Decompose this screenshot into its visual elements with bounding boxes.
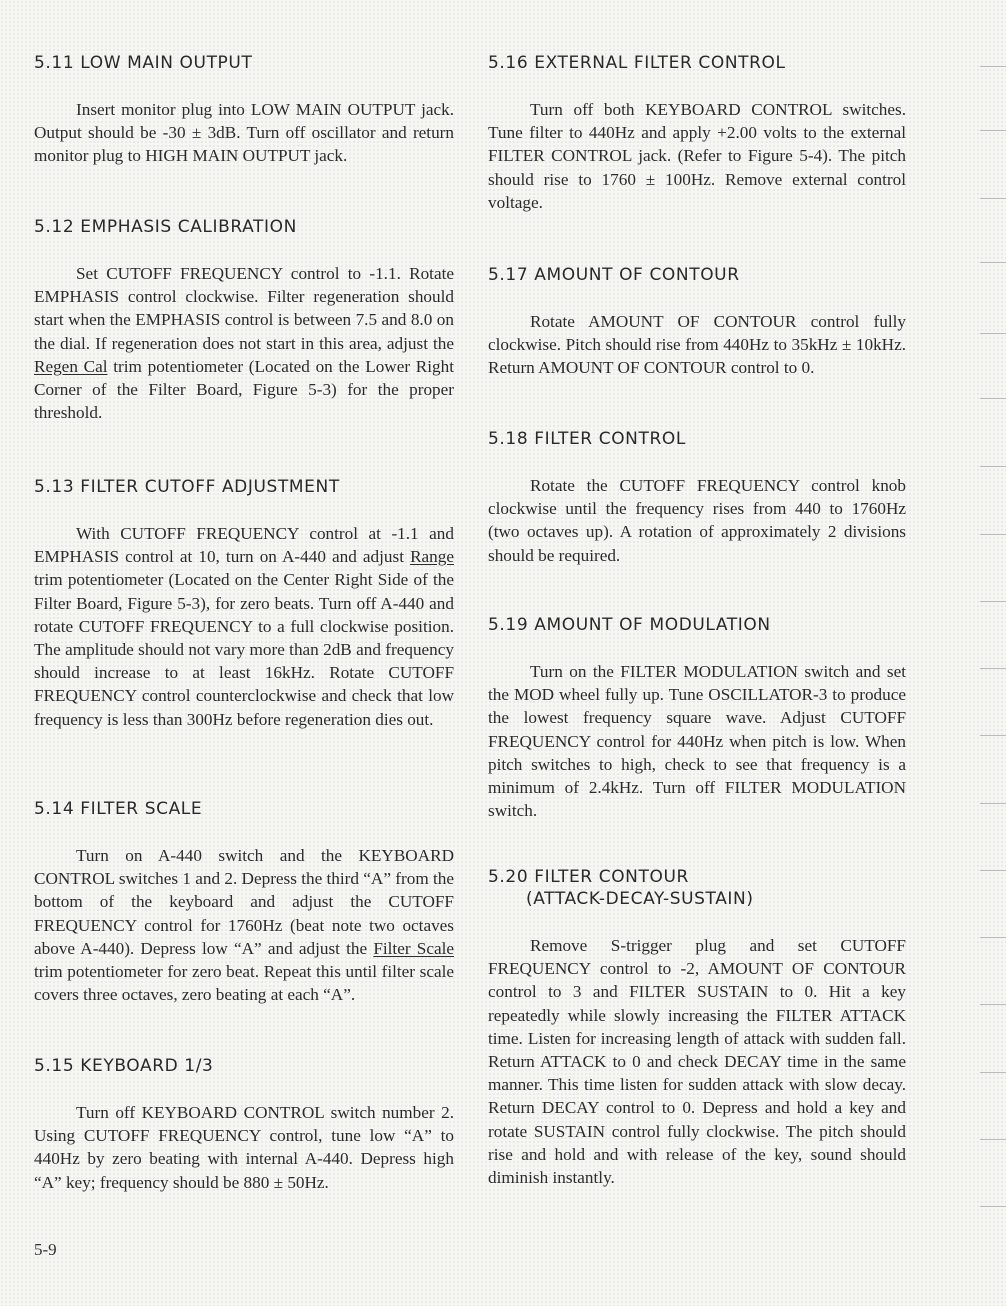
section-body: Rotate the CUTOFF FREQUENCY control knob clockwise until the frequency rises from 440 to 1760Hz (two octaves up). A rotation of approximately 2 divisions should be required. [488, 476, 906, 565]
section-5-11 [34, 52, 454, 168]
section-heading: 5.13 FILTER CUTOFF ADJUSTMENT [34, 477, 340, 497]
section-body: Turn on the FILTER MODULATION switch and set the MOD wheel fully up. Tune OSCILLATOR-3 to produce the lowest frequency square wave. Adjust CUTOFF FREQUENCY control for 440Hz when pitch is low. When pitch switches to high, check to see that frequency is a minimum of 2.4kHz. Turn off FILTER MODULATION switch. [488, 662, 906, 821]
section-heading: 5.17 AMOUNT OF CONTOUR [488, 265, 740, 285]
section-body: With CUTOFF FREQUENCY control at -1.1 and EMPHASIS control at 10, turn on A-440 and adjust Range trim potentiometer (Located on the Center Right Side of the Filter Board, Figure 5-3), for zero beats. Turn off A-440 and rotate CUTOFF FREQUENCY to a full clockwise position. The amplitude should not vary more than 2dB and frequency should increase to at least 16kHz. Rotate CUTOFF FREQUENCY control counterclockwise and check that low frequency is less than 300Hz before regeneration dies out. [34, 524, 454, 729]
scan-mark [980, 735, 1006, 736]
section-heading: 5.16 EXTERNAL FILTER CONTROL [488, 53, 786, 73]
scan-mark [980, 466, 1006, 467]
section-5-14 [34, 798, 454, 1006]
section-5-13 [34, 476, 454, 731]
scan-mark [980, 130, 1006, 131]
section-body: Insert monitor plug into LOW MAIN OUTPUT jack. Output should be -30 ± 3dB. Turn off oscillator and return monitor plug to HIGH MAIN OUTPUT jack. [34, 100, 454, 166]
section-heading: 5.11 LOW MAIN OUTPUT [34, 53, 253, 73]
section-heading: 5.18 FILTER CONTROL [488, 429, 686, 449]
section-5-16 [488, 52, 906, 214]
scan-mark [980, 333, 1006, 334]
section-body: Rotate AMOUNT OF CONTOUR control fully clockwise. Pitch should rise from 440Hz to 35kHz ± 10kHz. Return AMOUNT OF CONTOUR control to 0. [488, 312, 906, 378]
scan-mark [980, 1139, 1006, 1140]
scan-mark [980, 1206, 1006, 1207]
scan-mark [980, 66, 1006, 67]
section-5-17 [488, 264, 906, 380]
scan-mark [980, 398, 1006, 399]
scan-mark [980, 668, 1006, 669]
section-body: Set CUTOFF FREQUENCY control to -1.1. Rotate EMPHASIS control clockwise. Filter regeneration should start when the EMPHASIS control is between 7.5 and 8.0 on the dial. If regeneration does not start in this area, adjust the Regen Cal trim potentiometer (Located on the Lower Right Corner of the Filter Board, Figure 5-3) for the proper threshold. [34, 264, 455, 423]
scan-mark [980, 870, 1006, 871]
scan-mark [980, 1004, 1006, 1005]
scan-mark [980, 937, 1006, 938]
section-subheading: (ATTACK-DECAY-SUSTAIN) [526, 889, 754, 909]
regen-cal-label: Regen Cal [34, 356, 108, 376]
section-5-12 [34, 216, 454, 424]
section-heading: 5.20 FILTER CONTOUR (ATTACK-DECAY-SUSTAIN) [488, 866, 906, 910]
section-heading: 5.12 EMPHASIS CALIBRATION [34, 217, 297, 237]
section-5-15 [34, 1055, 454, 1194]
scan-mark [980, 262, 1006, 263]
range-label: Range [410, 547, 454, 567]
section-body: Remove S-trigger plug and set CUTOFF FREQUENCY control to -2, AMOUNT OF CONTOUR control to 3 and FILTER SUSTAIN to 0. Hit a key repeatedly while slowly increasing the FILTER ATTACK time. Listen for increasing length of attack with sudden fall. Return ATTACK to 0 and check DECAY time in the same manner. This time listen for sudden attack with slow decay. Return DECAY control to 0. Depress and hold a key and rotate SUSTAIN control fully clockwise. The pitch should rise and hold and with release of the key, sound should diminish instantly. [488, 936, 906, 1188]
scan-mark [980, 198, 1006, 199]
section-heading: 5.15 KEYBOARD 1/3 [34, 1056, 214, 1076]
page-number: 5-9 [34, 1240, 57, 1259]
section-body: Turn on A-440 switch and the KEYBOARD CONTROL switches 1 and 2. Depress the third “A” from the bottom of the keyboard and adjust the CUTOFF FREQUENCY control for 1760Hz (beat note two octaves above A-440). Depress low “A” and adjust the Filter Scale trim potentiometer for zero beat. Repeat this until filter scale covers three octaves, zero beating at each “A”. [34, 846, 454, 1005]
scan-mark [980, 1072, 1006, 1073]
section-5-18 [488, 428, 906, 567]
scan-mark [980, 601, 1006, 602]
section-body: Turn off KEYBOARD CONTROL switch number 2. Using CUTOFF FREQUENCY control, tune low “A” to 440Hz by zero beating with internal A-440. Depress high “A” key; frequency should be 880 ± 50Hz. [34, 1103, 454, 1192]
section-5-20 [488, 866, 906, 1189]
scan-mark [980, 534, 1006, 535]
section-heading: 5.19 AMOUNT OF MODULATION [488, 615, 771, 635]
section-5-19 [488, 614, 906, 822]
filter-scale-label: Filter Scale [373, 938, 454, 958]
section-body: Turn off both KEYBOARD CONTROL switches. Tune filter to 440Hz and apply +2.00 volts to the external FILTER CONTROL jack. (Refer to Figure 5-4). The pitch should rise to 1760 ± 100Hz. Remove external control voltage. [488, 100, 906, 212]
scan-mark [980, 803, 1006, 804]
section-heading: 5.14 FILTER SCALE [34, 799, 203, 819]
